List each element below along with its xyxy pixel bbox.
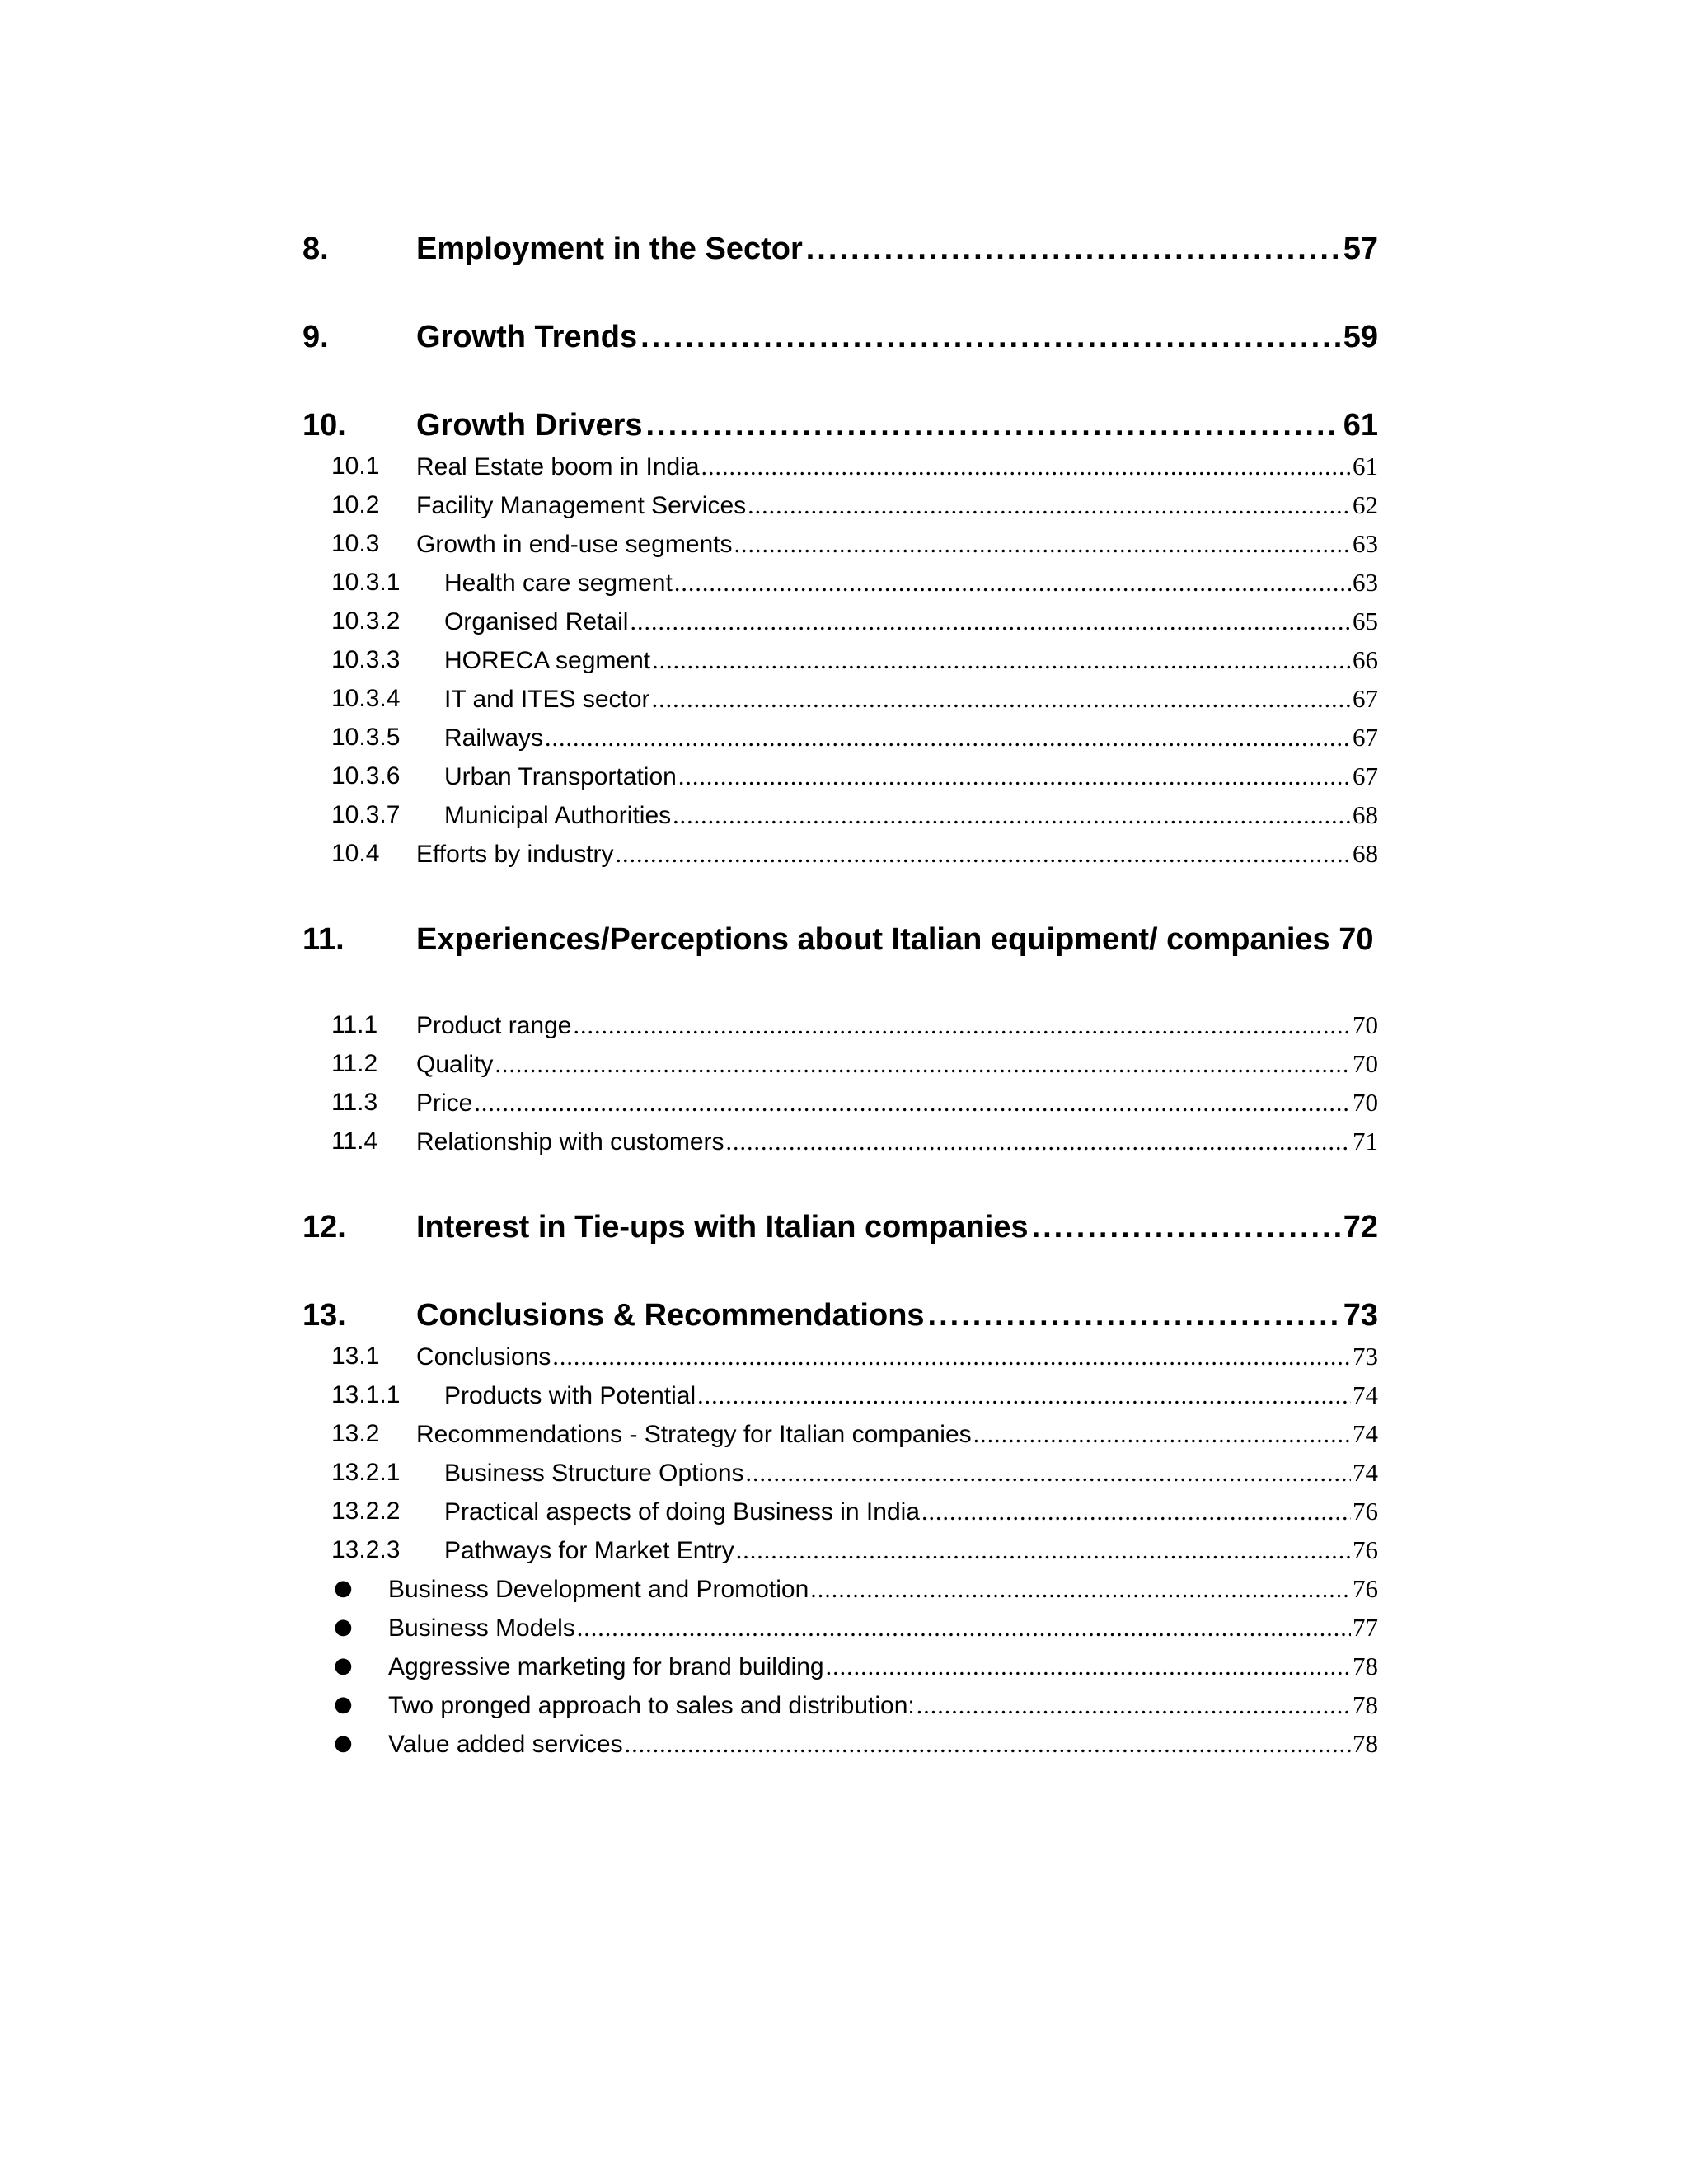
toc-entry[interactable] (302, 795, 1378, 834)
page-number: 66 (1353, 645, 1378, 674)
toc-entry[interactable] (302, 1453, 1378, 1492)
dot-leader (625, 1725, 1351, 1764)
section-number: 10.4 (331, 840, 380, 867)
section-title: Price (416, 1090, 473, 1117)
page-number: 70 (1353, 1049, 1378, 1078)
toc-entry[interactable] (302, 1337, 1378, 1376)
page-number: 68 (1353, 800, 1378, 829)
section-number: 11.1 (331, 1011, 378, 1038)
page-number: 67 (1353, 684, 1378, 713)
dot-leader (652, 680, 1351, 719)
page-number: 73 (1343, 1298, 1378, 1333)
page-number: 67 (1353, 723, 1378, 752)
section-number: 13.1 (331, 1343, 380, 1370)
toc-entry[interactable] (302, 679, 1378, 718)
toc-entry[interactable] (302, 524, 1378, 563)
toc-section-list (302, 1337, 1378, 1763)
section-number: 13.1.1 (331, 1381, 401, 1408)
section-number: 13.2.2 (331, 1497, 401, 1525)
toc-bullet-entry[interactable] (302, 1569, 1378, 1608)
toc-entry[interactable] (302, 1414, 1378, 1453)
section-number: 13.2.3 (331, 1536, 401, 1563)
page-number: 74 (1353, 1419, 1378, 1448)
dot-leader (701, 448, 1351, 486)
page-number: 78 (1353, 1652, 1378, 1680)
section-title: IT and ITES sector (444, 686, 650, 713)
chapter-title: Growth Trends (416, 320, 638, 354)
section-title: Pathways for Market Entry (444, 1537, 734, 1564)
toc-entry[interactable] (302, 602, 1378, 640)
toc-entry[interactable] (302, 485, 1378, 524)
dot-leader (495, 1045, 1351, 1084)
page-number: 70 (1339, 922, 1374, 957)
dot-leader (826, 1647, 1351, 1686)
chapter-number: 11. (302, 922, 345, 957)
toc-chapter-8[interactable] (302, 227, 1378, 270)
page-number: 77 (1353, 1613, 1378, 1642)
page-number: 78 (1353, 1690, 1378, 1719)
dot-leader (734, 525, 1351, 564)
dot-leader (810, 1570, 1351, 1609)
bullet-icon: ● (334, 1692, 353, 1717)
dot-leader (673, 796, 1351, 835)
dot-leader (806, 227, 1340, 270)
dot-leader (616, 835, 1351, 874)
section-title: Conclusions (416, 1343, 551, 1371)
section-title: Growth in end-use segments (416, 531, 733, 558)
chapter-number: 13. (302, 1298, 346, 1333)
chapter-title: Conclusions & Recommendations (416, 1298, 925, 1333)
section-number: 10.3.2 (331, 607, 401, 635)
dot-leader (726, 1122, 1352, 1161)
toc-bullet-entry[interactable] (302, 1724, 1378, 1763)
dot-leader (928, 1294, 1340, 1337)
toc-chapter-9[interactable] (302, 316, 1378, 359)
section-title: Relationship with customers (416, 1128, 724, 1155)
chapter-number: 10. (302, 408, 346, 443)
section-number: 11.4 (331, 1127, 378, 1155)
section-title: Organised Retail (444, 608, 629, 635)
dot-leader (630, 602, 1351, 641)
toc-bullet-entry[interactable] (302, 1685, 1378, 1724)
bullet-icon: ● (334, 1576, 353, 1601)
page-number: 68 (1353, 839, 1378, 868)
dot-leader (697, 1376, 1351, 1415)
bullet-icon: ● (334, 1653, 353, 1678)
dot-leader (1032, 1206, 1340, 1249)
section-title: Products with Potential (444, 1382, 696, 1409)
section-title: Municipal Authorities (444, 802, 672, 829)
toc-entry[interactable] (302, 1005, 1378, 1044)
section-number: 10.3.7 (331, 801, 401, 828)
toc-section-list (302, 1005, 1378, 1160)
page-number: 70 (1353, 1088, 1378, 1117)
toc-entry[interactable] (302, 718, 1378, 757)
bullet-icon: ● (334, 1731, 353, 1755)
section-number: 11.3 (331, 1089, 378, 1116)
toc-bullet-entry[interactable] (302, 1647, 1378, 1685)
section-number: 10.3.4 (331, 685, 401, 712)
bullet-title: Business Development and Promotion (388, 1576, 809, 1603)
chapter-number: 12. (302, 1210, 346, 1244)
table-of-contents (302, 227, 1378, 1763)
section-number: 10.1 (331, 452, 380, 480)
section-number: 11.2 (331, 1050, 378, 1077)
section-title: Efforts by industry (416, 841, 614, 868)
page-number: 59 (1343, 320, 1378, 354)
bullet-title: Aggressive marketing for brand building (388, 1653, 824, 1680)
dot-leader (474, 1084, 1351, 1122)
dot-leader (917, 1686, 1351, 1725)
toc-entry[interactable] (302, 1376, 1378, 1414)
section-number: 10.2 (331, 491, 380, 518)
dot-leader (552, 1338, 1351, 1376)
toc-entry[interactable] (302, 757, 1378, 795)
section-title: Facility Management Services (416, 492, 747, 519)
dot-leader (545, 719, 1351, 757)
section-title: Real Estate boom in India (416, 453, 700, 480)
toc-entry[interactable] (302, 640, 1378, 679)
page-number: 73 (1353, 1342, 1378, 1371)
bullet-title: Two pronged approach to sales and distribution: (388, 1692, 915, 1719)
section-title: Business Structure Options (444, 1460, 744, 1487)
dot-leader (748, 486, 1351, 525)
page-number: 57 (1343, 232, 1378, 266)
section-title: Practical aspects of doing Business in India (444, 1498, 920, 1526)
chapter-number: 8. (302, 232, 329, 266)
page-number: 62 (1353, 490, 1378, 519)
dot-leader (736, 1531, 1351, 1570)
section-number: 10.3 (331, 530, 380, 557)
section-title: HORECA segment (444, 647, 651, 674)
toc-chapter-13[interactable] (302, 1294, 1378, 1337)
section-number: 13.2.1 (331, 1459, 401, 1486)
toc-section-list (302, 447, 1378, 873)
toc-chapter-12[interactable] (302, 1206, 1378, 1249)
page-number: 61 (1353, 452, 1378, 480)
section-number: 10.3.1 (331, 569, 401, 596)
page-number: 63 (1353, 568, 1378, 597)
toc-chapter-11[interactable] (302, 918, 1378, 1005)
page-number: 76 (1353, 1535, 1378, 1564)
bullet-icon: ● (334, 1615, 353, 1639)
toc-entry[interactable] (302, 1122, 1378, 1160)
page-number: 67 (1353, 762, 1378, 790)
page-number: 72 (1343, 1210, 1378, 1244)
dot-leader (573, 1006, 1351, 1045)
chapter-number: 9. (302, 320, 329, 354)
page-number: 78 (1353, 1729, 1378, 1758)
dot-leader (577, 1609, 1351, 1647)
section-number: 10.3.3 (331, 646, 401, 673)
page-number: 71 (1353, 1127, 1378, 1155)
section-title: Product range (416, 1012, 572, 1039)
toc-entry[interactable] (302, 563, 1378, 602)
dot-leader (640, 316, 1340, 359)
toc-entry[interactable] (302, 1492, 1378, 1530)
dot-leader (973, 1415, 1351, 1454)
toc-entry[interactable] (302, 834, 1378, 873)
bullet-title: Business Models (388, 1615, 575, 1642)
toc-entry[interactable] (302, 447, 1378, 485)
section-title: Quality (416, 1051, 494, 1078)
page-number: 61 (1343, 408, 1378, 443)
section-number: 10.3.5 (331, 724, 401, 751)
page-number: 63 (1353, 529, 1378, 558)
section-title: Health care segment (444, 569, 673, 597)
chapter-title: Experiences/Perceptions about Italian equipment/ companies (416, 922, 1330, 957)
dot-leader (674, 564, 1351, 602)
chapter-title: Employment in the Sector (416, 232, 803, 266)
section-title: Urban Transportation (444, 763, 677, 790)
dot-leader (746, 1454, 1351, 1493)
toc-entry[interactable] (302, 1530, 1378, 1569)
section-number: 10.3.6 (331, 762, 401, 790)
page-number: 70 (1353, 1010, 1378, 1039)
dot-leader (678, 757, 1351, 796)
toc-entry[interactable] (302, 1083, 1378, 1122)
bullet-title: Value added services (388, 1731, 623, 1758)
chapter-title: Growth Drivers (416, 408, 643, 443)
dot-leader (921, 1493, 1351, 1531)
chapter-title: Interest in Tie-ups with Italian companies (416, 1210, 1029, 1244)
section-title: Railways (444, 724, 544, 752)
page-number: 65 (1353, 607, 1378, 635)
page-number: 74 (1353, 1458, 1378, 1487)
toc-chapter-10[interactable] (302, 404, 1378, 447)
toc-entry[interactable] (302, 1044, 1378, 1083)
dot-leader (646, 404, 1340, 447)
section-number: 13.2 (331, 1420, 380, 1447)
toc-bullet-entry[interactable] (302, 1608, 1378, 1647)
section-title: Recommendations - Strategy for Italian companies (416, 1421, 972, 1448)
dot-leader (652, 641, 1351, 680)
page-number: 74 (1353, 1380, 1378, 1409)
page-number: 76 (1353, 1574, 1378, 1603)
page-number: 76 (1353, 1497, 1378, 1526)
